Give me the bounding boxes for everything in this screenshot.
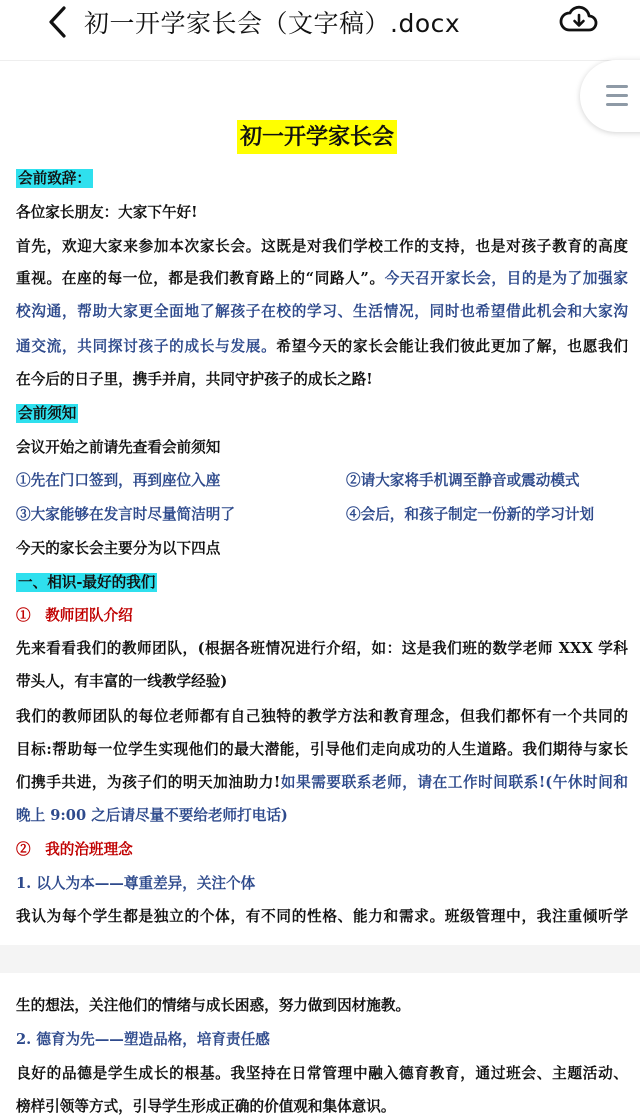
idea-heading: 1. 以人为本——尊重差异，关注个体 <box>16 875 256 892</box>
paragraph-line: 榜样引领等方式，引导学生形成正确的价值观和集体意识。 <box>16 1098 396 1115</box>
part-heading: 一、相识-最好的我们 <box>18 574 156 591</box>
paragraph-line: 首先，欢迎大家来参加本次家长会。这既是对我们学校工作的支持，也是对孩子教育的高度 <box>16 238 628 255</box>
paragraph-line: 我认为每个学生都是独立的个体，有不同的性格、能力和需求。班级管理中，我注重倾听学 <box>16 908 628 925</box>
sub-heading: ① 教师团队介绍 <box>16 607 133 624</box>
paragraph-line: 在今后的日子里，携手并肩，共同守护孩子的成长之路! <box>16 371 373 388</box>
cloud-download-icon <box>558 2 600 38</box>
doc-title: 初一开学家长会 <box>237 120 397 154</box>
greeting: 各位家长朋友：大家下午好! <box>16 204 198 221</box>
idea-heading: 2. 德育为先——塑造品格，培育责任感 <box>16 1031 270 1048</box>
page-break <box>0 945 640 973</box>
back-button[interactable] <box>40 4 80 40</box>
paragraph-line: 我们的教师团队的每位老师都有自己独特的教学方法和教育理念，但我们都怀有一个共同的 <box>16 708 628 725</box>
paragraph-line: 目标:帮助每一位学生实现他们的最大潜能，引导他们走向成功的人生道路。我们期待与家长 <box>16 741 628 758</box>
paragraph-line: 生的想法，关注他们的情绪与成长困惑，努力做到因材施教。 <box>16 997 411 1014</box>
notice-item: ①先在门口签到，再到座位入座 <box>16 472 221 489</box>
paragraph-line: 先来看看我们的教师团队，(根据各班情况进行介绍，如：这是我们班的数学老师 XXX 学科 <box>16 640 628 657</box>
section-heading: 会前须知 <box>18 405 77 422</box>
paragraph-line: 晚上 9:00 之后请尽量不要给老师打电话) <box>16 807 288 824</box>
section-heading: 会前致辞： <box>18 170 91 187</box>
notice-intro: 会议开始之前请先查看会前须知 <box>16 439 221 456</box>
cloud-download-button[interactable] <box>558 2 600 38</box>
top-bar <box>0 0 640 60</box>
paragraph-line: 带头人，有丰富的一线教学经验) <box>16 673 228 690</box>
sub-heading: ② 我的治班理念 <box>16 841 133 858</box>
top-divider <box>0 60 640 61</box>
notice-item: ②请大家将手机调至静音或震动模式 <box>346 472 580 489</box>
parts-intro: 今天的家长会主要分为以下四点 <box>16 540 221 557</box>
paragraph-line: 们携手共进，为孩子们的明天加油助力!如果需要联系老师，请在工作时间联系!(午休时间和 <box>16 774 628 791</box>
menu-button[interactable] <box>580 60 640 132</box>
chevron-left-icon <box>40 4 80 40</box>
notice-item: ④会后，和孩子制定一份新的学习计划 <box>346 506 595 523</box>
paragraph-line: 良好的品德是学生成长的根基。我坚持在日常管理中融入德育教育，通过班会、主题活动、 <box>16 1065 628 1082</box>
notice-item: ③大家能够在发言时尽量简洁明了 <box>16 506 235 523</box>
paragraph-line: 重视。在座的每一位，都是我们教育路上的“同路人”。今天召开家长会，目的是为了加强家 <box>16 270 628 287</box>
document-title-bar: 初一开学家长会（文字稿）.docx <box>84 9 461 38</box>
paragraph-line: 通交流，共同探讨孩子的成长与发展。希望今天的家长会能让我们彼此更加了解，也愿我们 <box>16 338 628 355</box>
paragraph-line: 校沟通，帮助大家更全面地了解孩子在校的学习、生活情况，同时也希望借此机会和大家沟 <box>16 303 628 320</box>
